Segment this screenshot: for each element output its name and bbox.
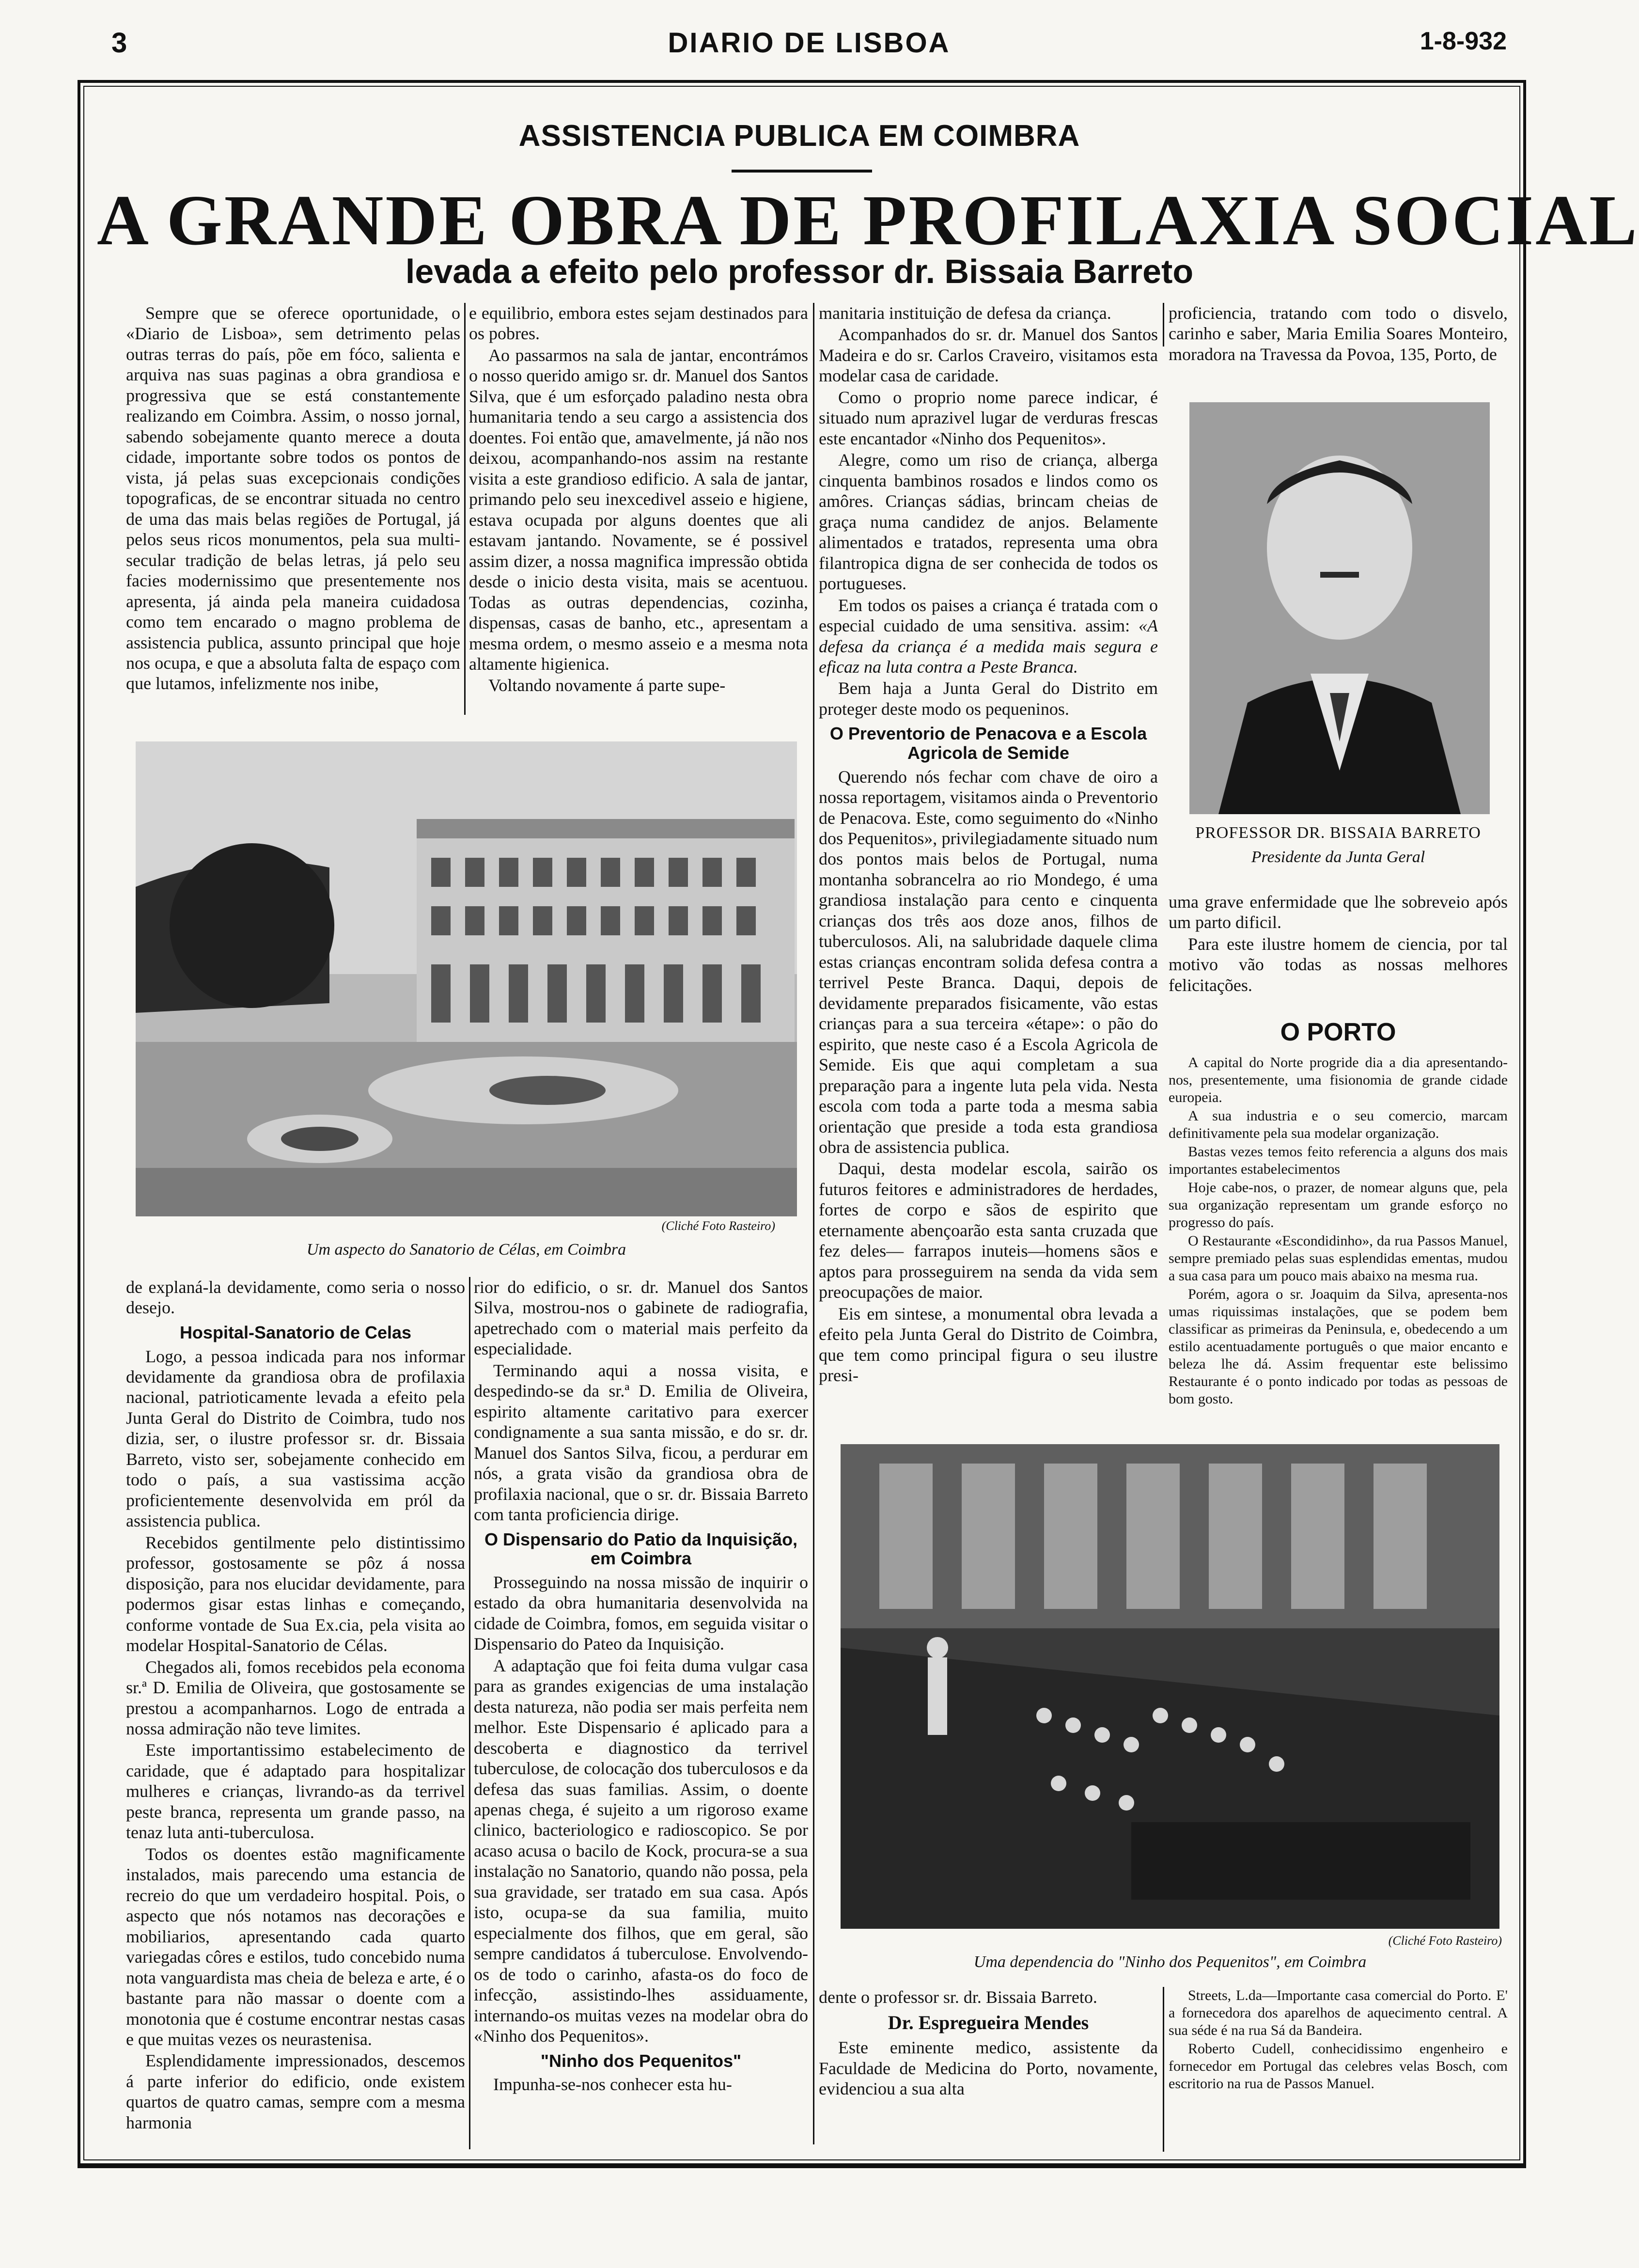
subheading-ninho: "Ninho dos Pequenitos" (540, 2050, 742, 2071)
paragraph: Este importantissimo estabelecimento de caridade, que é adaptado para hospitalizar mulheres e crianças, livrando-as da terrivel peste branca, representa um grande passo, na tenaz luta anti-tuberculosa. (126, 1740, 465, 1843)
paragraph: Sempre que se oferece oportunidade, o «Diario de Lisboa», sem detrimento pelas outras terras do país, põe em fóco, salienta e arquiva nas suas paginas a obra grandiosa e progressiva que se está constantemente realizando em Coimbra. Assim, o nosso jornal, sabendo sobejamente quanto merece a douta cidade, importante sobre todos os pontos de vista, já pelas suas excepcionais condições topograficas, de se encontrar situada no centro de uma das mais belas regiões de Portugal, já pelos seus ricos monumentos, pela sua multi-secular tradição de belas letras, já pelo seu facies modernissimo que presentemente nos apresenta, já ainda pela maneira cuidadosa como tem encarado o magno problema de assistencia publica, assunto principal que hoje nos ocupa, e que a absoluta falta de espaço com que lutamos, infelizmente nos inibe, (126, 303, 460, 693)
heading-rule (732, 170, 872, 173)
column-divider (469, 1277, 470, 2149)
paragraph: Para este ilustre homem de ciencia, por tal motivo vão todas as nossas melhores felicitações. (1169, 934, 1508, 995)
newspaper-name: DIARIO DE LISBOA (668, 27, 951, 59)
portrait-photo (1189, 402, 1490, 814)
paragraph: Voltando novamente á parte supe- (488, 676, 726, 695)
paragraph: Terminando aqui a nossa visita, e despedindo-se da sr.ª D. Emilia de Oliveira, espirito altamente caritativo para exercer condignamente a sua santa missão, e do sr. dr. Manuel dos Santos Silva, ficou, a perdurar em nós, a grata visão da grandiosa obra de profilaxia nacional, que o sr. dr. Bissaia Barreto com tanta proficiencia dirige. (474, 1360, 808, 1525)
paragraph: Ao passarmos na sala de jantar, encontrámos o nosso querido amigo sr. dr. Manuel dos Santos Silva, que é um esforçado paladino nesta obra humanitaria tendo a seu cargo a assistencia dos doentes. Foi então que, amavelmente, já não nos deixou, acompanhando-nos assim na restante visita a este grandioso edificio. A sala de jantar, primando pelo seu inexcedivel asseio e higiene, estava ocupada por alguns doentes que ali estavam jantando. Novamente, se é possivel assim dizer, a nossa magnifica impressão obtida desde o inicio desta visita, mais se acentuou. Todas as outras dependencias, cozinha, dispensas, casas de banho, etc., apresentam a mesma ordem, o mesmo asseio e a mesma nota altamente higienica. (469, 345, 808, 674)
paragraph: Prosseguindo na nossa missão de inquirir o estado da obra humanitaria desenvolvida na cidade de Coimbra, fomos, em seguida visitar o Dispensario do Pateo da Inquisição. (474, 1572, 808, 1654)
paragraph: Logo, a pessoa indicada para nos informar devidamente da grandiosa obra de profilaxia nacional, patrioticamente levada a efeito pela Junta Geral do Distrito de Coimbra, tudo nos dizia, ser, o ilustre professor sr. dr. Bissaia Barreto, visto ser, sobejamente conhecido em todo o país, a sua vastissima acção proficientemente desenvolvida em pról da assistencia publica. (126, 1346, 465, 1531)
paragraph: Como o proprio nome parece indicar, é situado num aprazivel lugar de verduras frescas este encantador «Ninho dos Pequenitos». (819, 387, 1158, 448)
paragraph: uma grave enfermidade que lhe sobreveio após um parto dificil. (1169, 892, 1508, 932)
paragraph: Daqui, desta modelar escola, sairão os futuros feitores e administradores de herdades, fortes de corpo e sãos de espirito que eternamente abençoarão esta santa cruzada que fez deles— farrapos inuteis—homens sãos e aptos para prosseguirem na senda da vida sem preocupações de maior. (819, 1159, 1158, 1302)
paragraph: Esplendidamente impressionados, descemos á parte inferior do edificio, onde existem quartos de quatro camas, sempre com a mesma harmonia (126, 2051, 465, 2132)
paragraph: rior do edificio, o sr. dr. Manuel dos Santos Silva, mostrou-nos o gabinete de radiografia, apetrechado com o material mais perfeito da especialidade. (474, 1277, 808, 1359)
paragraph: Porém, agora o sr. Joaquim da Silva, apresenta-nos umas riquissimas instalações, que se podem bem classificar as primeiras da Peninsula, e, obedecendo a um estilo acentuadamente português o que maior encanto e beleza lhe dá. Assim frequentar este belissimo Restaurante é o ponto indicado por todas as pessoas de bom gosto. (1169, 1286, 1508, 1407)
lower-column-1 (126, 1277, 465, 2164)
text-run: Em todos os paises a criança é tratada com o especial cuidado de uma sensitiva. assim: (819, 595, 1158, 636)
article-column-4 (1169, 303, 1508, 385)
paragraph: Alegre, como um riso de criança, alberga cinquenta bambinos rosados e lindos como os amôres. Crianças sádias, brincam cheias de graça numa candidez de anjos. Belamente alimentados e tratados, representa uma obra filantropica digna de ser conhecida de todos os portugueses. (819, 450, 1158, 594)
subheading-hospital: Hospital-Sanatorio de Celas (179, 1322, 412, 1342)
paragraph: Bastas vezes temos feito referencia a alguns dos mais importantes estabelecimentos (1169, 1144, 1508, 1177)
lower-column-3 (819, 1987, 1158, 2161)
portrait-name: PROFESSOR DR. BISSAIA BARRETO (1195, 824, 1481, 842)
subheading-espregueira: Dr. Espregueira Mendes (888, 2012, 1089, 2034)
photo-credit: (Cliché Foto Rasteiro) (661, 1219, 775, 1233)
ninho-photo (841, 1444, 1499, 1929)
paragraph: Este eminente medico, assistente da Faculdade de Medicina do Porto, novamente, evidenciou a sua alta (819, 2038, 1158, 2099)
paragraph: Querendo nós fechar com chave de oiro a nossa reportagem, visitamos ainda o Preventorio de Penacova. Este, como seguimento do «Ninho dos Pequenitos», privilegiadamente situado num dos pontos mais belos de Portugal, numa montanha sobrancelra ao rio Mondego, é uma grandiosa instalação para cento e cinquenta crianças dos três aos doze anos, filhos de tuberculosos. Ali, na salubridade daquele clima estas crianças encontram solida defesa contra a terrivel Peste Branca. Daqui, depois de devidamente preparados fisicamente, vão estas crianças para a sua terceira «étape»: o pão do espirito, que neste caso é a Escola Agricola de Semide. Eis que aqui completam a sua preparação para a ingente luta pela vida. Nesta escola com toda a parte toda a mesma sabia orientação que preside a toda esta grandiosa obra de assistencia publica. (819, 767, 1158, 1157)
subheading-preventorio: O Preventorio de Penacova e a Escola Agricola de Semide (829, 724, 1147, 763)
paragraph: Todos os doentes estão magnificamente instalados, mais parecendo uma estancia de recreio do que um verdadeiro hospital. Pois, o aspecto que nós notamos nas decorações e mobiliarios, apresentando cada quarto variegadas côres e estilos, tudo concebido numa nota vanguardista mas cheia de beleza e arte, é o bastante para não massar o doente com a monotonia que é costume encontrar nestas casas e que muitas vezes os neurastenisa. (126, 1844, 465, 2049)
lower-column-2 (474, 1277, 808, 2164)
photo-caption: Um aspecto do Sanatorio de Célas, em Coimbra (306, 1241, 626, 1259)
masthead (111, 27, 1507, 65)
photo-credit: (Cliché Foto Rasteiro) (1388, 1934, 1502, 1948)
sanatorio-photo (136, 741, 797, 1216)
paragraph: de explaná-la devidamente, como seria o nosso desejo. (126, 1277, 465, 1318)
lower-column-4 (1169, 1987, 1508, 2161)
paragraph: Impunha-se-nos conhecer esta hu- (493, 2075, 732, 2095)
sanatorio-image (136, 741, 797, 1216)
paragraph: Chegados ali, fomos recebidos pela economa sr.ª D. Emilia de Oliveira, que gostosamente se prestou a acompanharnos. Logo de entrada a nossa admiração não teve limites. (126, 1657, 465, 1738)
paragraph: Eis em sintese, a monumental obra levada a efeito pela Junta Geral do Distrito de Coimbra, que tem como principal figura o seu ilustre presi- (819, 1304, 1158, 1386)
paragraph: A sua industria e o seu comercio, marcam definitivamente pela sua modelar organização. (1169, 1108, 1508, 1141)
paragraph: Hoje cabe-nos, o prazer, de nomear alguns que, pela sua organização representam um grande esforço no progresso do país. (1169, 1180, 1508, 1230)
porto-heading: O PORTO (1280, 1018, 1396, 1046)
portrait-image (1189, 402, 1490, 814)
paragraph: Acompanhados do sr. dr. Manuel dos Santos Madeira e do sr. Carlos Craveiro, visitamos esta modelar casa de caridade. (819, 325, 1158, 386)
photo-caption: Uma dependencia do "Ninho dos Pequenitos", em Coimbra (973, 1953, 1367, 1971)
issue-date: 1-8-932 (1420, 27, 1507, 55)
subheadline: levada a efeito pelo professor dr. Bissaia Barreto (405, 252, 1194, 290)
paragraph (819, 595, 1158, 677)
column-divider (1163, 303, 1164, 346)
article-column-4-cont (1169, 892, 1508, 995)
paragraph: Roberto Cudell, conhecidissimo engenheiro e fornecedor em Portugal das celebres velas Bosch, com escritorio na rua de Passos Manuel. (1169, 2041, 1508, 2092)
paragraph: Streets, L.da—Importante casa comercial do Porto. E' a fornecedora dos aparelhos de aquecimento central. A sua séde é na rua Sá da Bandeira. (1169, 1987, 1508, 2038)
paragraph: Bem haja a Junta Geral do Distrito em proteger deste modo os pequeninos. (819, 678, 1158, 719)
portrait-title: Presidente da Junta Geral (1251, 848, 1425, 866)
porto-column (1169, 1054, 1508, 1480)
quote: «A defesa da criança é a medida mais segura e eficaz na luta contra a Peste Branca. (819, 616, 1158, 677)
paragraph: A capital do Norte progride dia a dia apresentando-nos, presentemente, uma fisionomia de grande cidade europeia. (1169, 1055, 1508, 1105)
article-column-2 (469, 303, 808, 720)
paragraph: O Restaurante «Escondidinho», da rua Passos Manuel, sempre premiado pelas suas esplendidas ementas, mudou a sua casa para um pouco mais abaixo na mesma rua. (1169, 1233, 1508, 1284)
article-column-1 (126, 303, 460, 720)
ninho-image (841, 1444, 1499, 1929)
paragraph: dente o professor sr. dr. Bissaia Barreto. (819, 1987, 1097, 2007)
page-number: 3 (111, 27, 127, 59)
paragraph: e equilibrio, embora estes sejam destinados para os pobres. (469, 303, 808, 344)
headline: A GRANDE OBRA DE PROFILAXIA SOCIAL (97, 181, 1639, 260)
column-divider (464, 303, 466, 715)
section-heading: ASSISTENCIA PUBLICA EM COIMBRA (518, 119, 1080, 153)
bottom-rule (78, 2166, 1526, 2168)
subheading-dispensario: O Dispensario do Patio da Inquisição, em Coimbra (484, 1529, 798, 1569)
paragraph: A adaptação que foi feita duma vulgar casa para as grandes exigencias de uma instalação desta natureza, não podia ser mais perfeita nem melhor. Este Dispensario é aplicado para a descoberta e diagnostico da terrivel tuberculose, de colocação dos tuberculosos e da defesa das suas familias. Assim, o doente apenas chega, é sujeito a um rigoroso exame clinico, bacteriologico e radioscopico. Se por acaso acusa o bacilo de Kock, procura-se a sua instalação no Sanatorio, quando não possa, pela sua gravidade, ser tratado em sua casa. Após isto, ocupa-se da sua familia, muito especialmente dos filhos, que em geral, são sempre candidatos á tuberculose. Envolvendo-os de todo o carinho, afasta-os do foco de infecção, assistindo-lhes assiduamente, internando-os muitas vezes na modelar obra do «Ninho dos Pequenitos». (474, 1655, 808, 2046)
paragraph: Recebidos gentilmente pelo distintissimo professor, gostosamente se pôz á nossa disposição, para nos elucidar devidamente, para podermos gisar estas linhas e começando, conforme vontade de Sua Ex.cia, pela visita ao modelar Hospital-Sanatorio de Célas. (126, 1532, 465, 1655)
column-divider (813, 303, 814, 2144)
article-column-3 (819, 303, 1158, 1386)
paragraph: manitaria instituição de defesa da criança. (819, 303, 1111, 323)
paragraph: proficiencia, tratando com todo o disvelo, carinho e saber, Maria Emilia Soares Monteiro, moradora na Travessa da Povoa, 135, Porto, de (1169, 303, 1508, 364)
column-divider (1163, 1987, 1164, 2152)
